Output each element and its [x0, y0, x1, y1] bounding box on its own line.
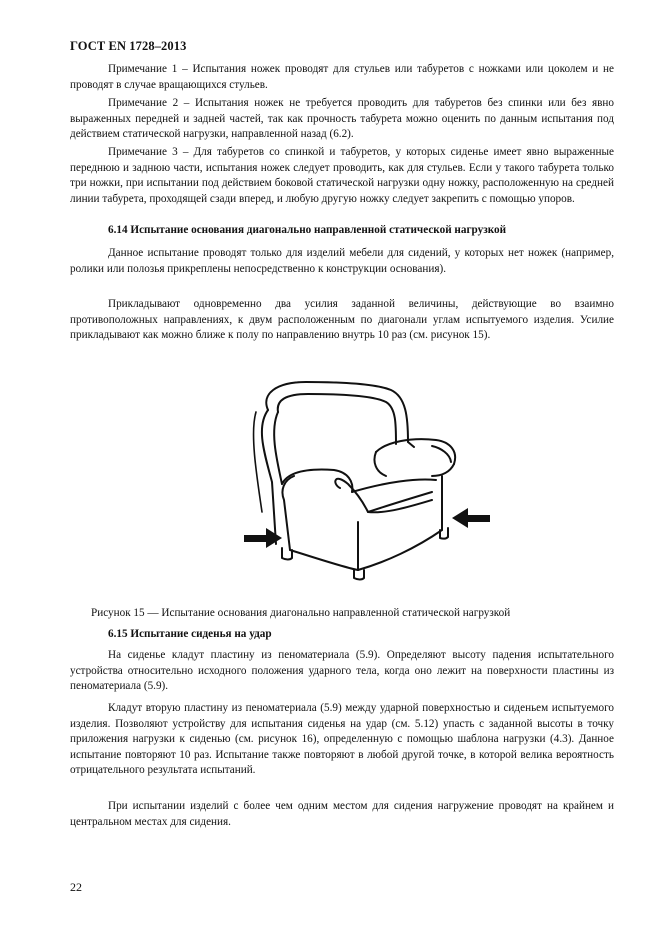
- section-6-15-paragraph-3: При испытании изделий с более чем одним местом для сидения нагружение проводят на крайнем и центральном местах для сидения.: [70, 800, 614, 828]
- section-6-14-paragraph-2: Прикладывают одновременно два усилия заданной величины, действующие во взаимно противоположных направлениях, к двум расположенным по диагонали углам испытуемого изделия. Усилие прикладывают как можно ближе к полу по направлению внутрь 10 раз (см. рисунок 15).: [70, 298, 614, 341]
- figure-15-caption: Рисунок 15 — Испытание основания диагонально направленной статической нагрузкой: [91, 607, 511, 619]
- note-2: Примечание 2 – Испытания ножек не требуется проводить для табуретов без спинки или без явно выраженных передней и задней частей, так как прочность табурета можно оценить по данным испытания под действием статической нагрузки, направленной назад (6.2).: [70, 97, 614, 140]
- note-3: Примечание 3 – Для табуретов со спинкой и табуретов, у которых сиденье имеет явно выраженные переднюю и заднюю части, испытания ножек следует проводить, как для стульев. Если у такого табурета только три ножки, при испытании под действием боковой статической нагрузки одну ножку, расположенную на средней линии табурета, проходящей сзади вперед, и любую другую ножку следует закрепить с помощью упоров.: [70, 146, 614, 205]
- right-force-arrow-head: [452, 508, 468, 528]
- right-force-arrow-shaft: [466, 515, 490, 522]
- section-6-15-heading: 6.15 Испытание сиденья на удар: [108, 628, 272, 640]
- section-6-14-paragraph-1: Данное испытание проводят только для изделий мебели для сидений, у которых нет ножек (например, ролики или полозья прикреплены непосредственно к конструкции основания).: [70, 247, 614, 275]
- note-1: Примечание 1 – Испытания ножек проводят для стульев или табуретов с ножками или цоколем и не проводят в случае вращающихся стульев.: [70, 63, 614, 91]
- document-header: ГОСТ EN 1728–2013: [70, 39, 187, 53]
- page-number: 22: [70, 880, 82, 894]
- left-force-arrow-head: [266, 528, 282, 548]
- section-6-15-paragraph-2: Кладут вторую пластину из пеноматериала (5.9) между ударной поверхностью и сиденьем испытуемого изделия. Позволяют устройству для испытания сиденья на удар (см. 5.12) упасть с заданной высоты в точку приложения нагрузки к сиденью (см. рисунок 16), определенную с помощью шаблона нагрузки (4.3). Данное испытание повторяют 10 раз. Испытание также повторяют в любой другой точке, в которой велика вероятность отрицательного результата испытаний.: [70, 702, 614, 776]
- section-6-15-paragraph-1: На сиденье кладут пластину из пеноматериала (5.9). Определяют высоту падения испытательного устройства относительно исходного положения ударного тела, когда оно лежит на поверхности пластины из пеноматериала (5.9).: [70, 649, 614, 692]
- armchair-with-force-arrows-icon: [236, 372, 496, 584]
- figure-15-armchair: [236, 372, 496, 584]
- section-6-14-heading: 6.14 Испытание основания диагонально направленной статической нагрузкой: [108, 224, 507, 236]
- left-force-arrow-shaft: [244, 535, 268, 542]
